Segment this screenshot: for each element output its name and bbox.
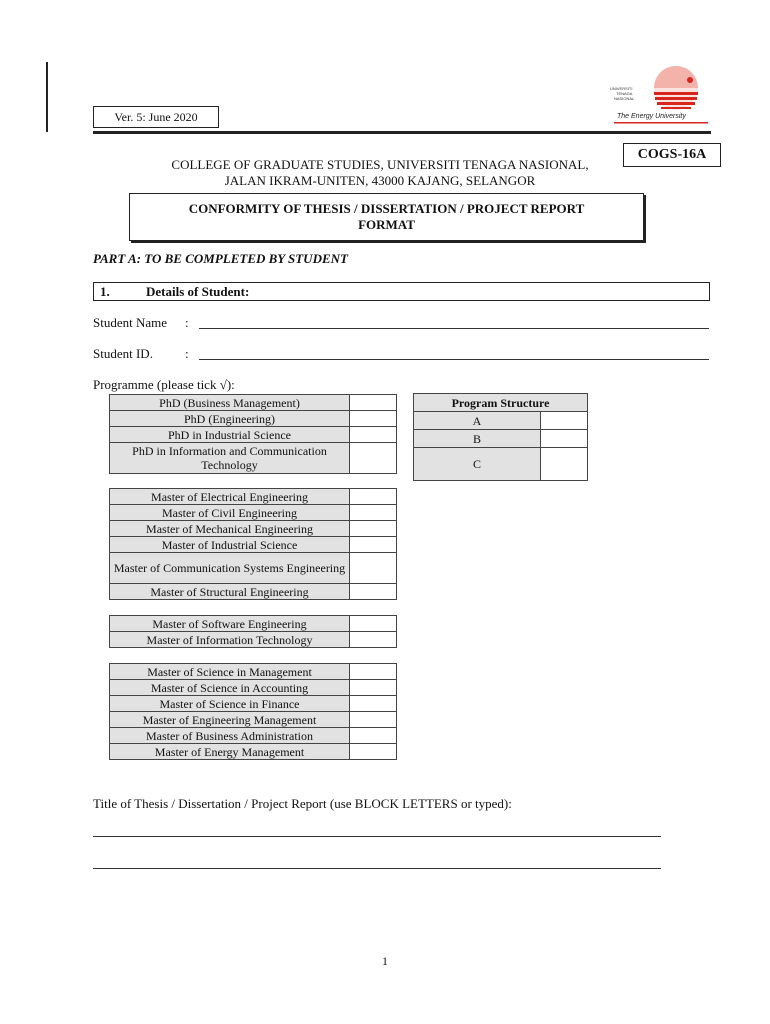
table-row: Master of Communication Systems Engineering (110, 553, 397, 584)
tick-box[interactable] (350, 616, 397, 632)
table-row: Master of Structural Engineering (110, 584, 397, 600)
table-row: Master of Electrical Engineering (110, 489, 397, 505)
student-id-input-line[interactable] (199, 359, 709, 360)
tick-box[interactable] (350, 443, 397, 474)
thesis-title-line-1[interactable] (93, 836, 661, 837)
table-row: Master of Information Technology (110, 632, 397, 648)
form-code-box: COGS-16A (623, 143, 721, 167)
logo-tagline: The Energy University (617, 113, 686, 120)
section-number: 1. (100, 284, 110, 299)
it-programme-table (109, 615, 397, 648)
tick-box[interactable] (350, 696, 397, 712)
tick-box[interactable] (350, 584, 397, 600)
logo-name-line-1: UNIVERSITI (610, 86, 633, 91)
tick-box[interactable] (350, 427, 397, 443)
section-label: Details of Student: (146, 284, 250, 299)
form-title-line-2: FORMAT (358, 217, 415, 232)
phd-programme-table (109, 394, 397, 474)
logo-name-line-3: NASIONAL (614, 96, 635, 101)
tick-box[interactable] (350, 537, 397, 553)
part-a-heading: PART A: TO BE COMPLETED BY STUDENT (93, 251, 348, 266)
logo-emblem (654, 66, 698, 110)
logo-name-line-2: TENAGA (616, 91, 633, 96)
program-structure-title: Program Structure (414, 394, 588, 412)
table-row: Master of Mechanical Engineering (110, 521, 397, 537)
tick-box[interactable] (350, 395, 397, 411)
form-title-line-1: CONFORMITY OF THESIS / DISSERTATION / PROJECT REPORT (188, 201, 585, 216)
page-number: 1 (382, 954, 388, 968)
program-structure-table (413, 393, 588, 481)
table-row: Master of Civil Engineering (110, 505, 397, 521)
table-row: Master of Science in Accounting (110, 680, 397, 696)
tick-box[interactable] (350, 553, 397, 584)
thesis-title-label: Title of Thesis / Dissertation / Project Report (use BLOCK LETTERS or typed): (93, 796, 512, 811)
table-row: C (414, 448, 588, 481)
table-row: Master of Engineering Management (110, 712, 397, 728)
university-logo (608, 66, 710, 136)
table-row: PhD in Information and Communication Technology (110, 443, 397, 474)
version-box: Ver. 5: June 2020 (93, 106, 219, 128)
tick-box[interactable] (350, 521, 397, 537)
table-row: PhD (Business Management) (110, 395, 397, 411)
table-row: A (414, 412, 588, 430)
table-row: Master of Science in Finance (110, 696, 397, 712)
table-row: B (414, 430, 588, 448)
programme-label: Programme (please tick √): (93, 377, 235, 392)
tick-box[interactable] (350, 712, 397, 728)
college-line-1: COLLEGE OF GRADUATE STUDIES, UNIVERSITI TENAGA NASIONAL, (171, 157, 589, 172)
student-id-field[interactable]: Student ID. : (93, 346, 713, 364)
tick-box[interactable] (350, 489, 397, 505)
margin-bar (46, 62, 48, 132)
college-line-2: JALAN IKRAM-UNITEN, 43000 KAJANG, SELANGOR (224, 173, 536, 188)
student-name-input-line[interactable] (199, 328, 709, 329)
table-row: Master of Energy Management (110, 744, 397, 760)
table-row: Master of Business Administration (110, 728, 397, 744)
table-row: PhD (Engineering) (110, 411, 397, 427)
thesis-title-line-2[interactable] (93, 868, 661, 869)
tick-box[interactable] (350, 728, 397, 744)
tick-box[interactable] (541, 430, 588, 448)
table-row: Master of Science in Management (110, 664, 397, 680)
table-row: Master of Software Engineering (110, 616, 397, 632)
student-name-field[interactable]: Student Name : (93, 315, 713, 333)
form-title-box (129, 193, 644, 241)
tick-box[interactable] (350, 411, 397, 427)
tick-box[interactable] (541, 448, 588, 481)
table-row: PhD in Industrial Science (110, 427, 397, 443)
college-address (120, 157, 640, 189)
tick-box[interactable] (350, 744, 397, 760)
tick-box[interactable] (541, 412, 588, 430)
student-name-label: Student Name (93, 315, 168, 330)
student-id-label: Student ID. (93, 346, 153, 361)
header-rule (93, 131, 711, 134)
section-details-header (93, 282, 710, 301)
tick-box[interactable] (350, 505, 397, 521)
tick-box[interactable] (350, 664, 397, 680)
engineering-programme-table (109, 488, 397, 600)
tick-box[interactable] (350, 632, 397, 648)
tick-box[interactable] (350, 680, 397, 696)
table-row: Master of Industrial Science (110, 537, 397, 553)
business-programme-table (109, 663, 397, 760)
